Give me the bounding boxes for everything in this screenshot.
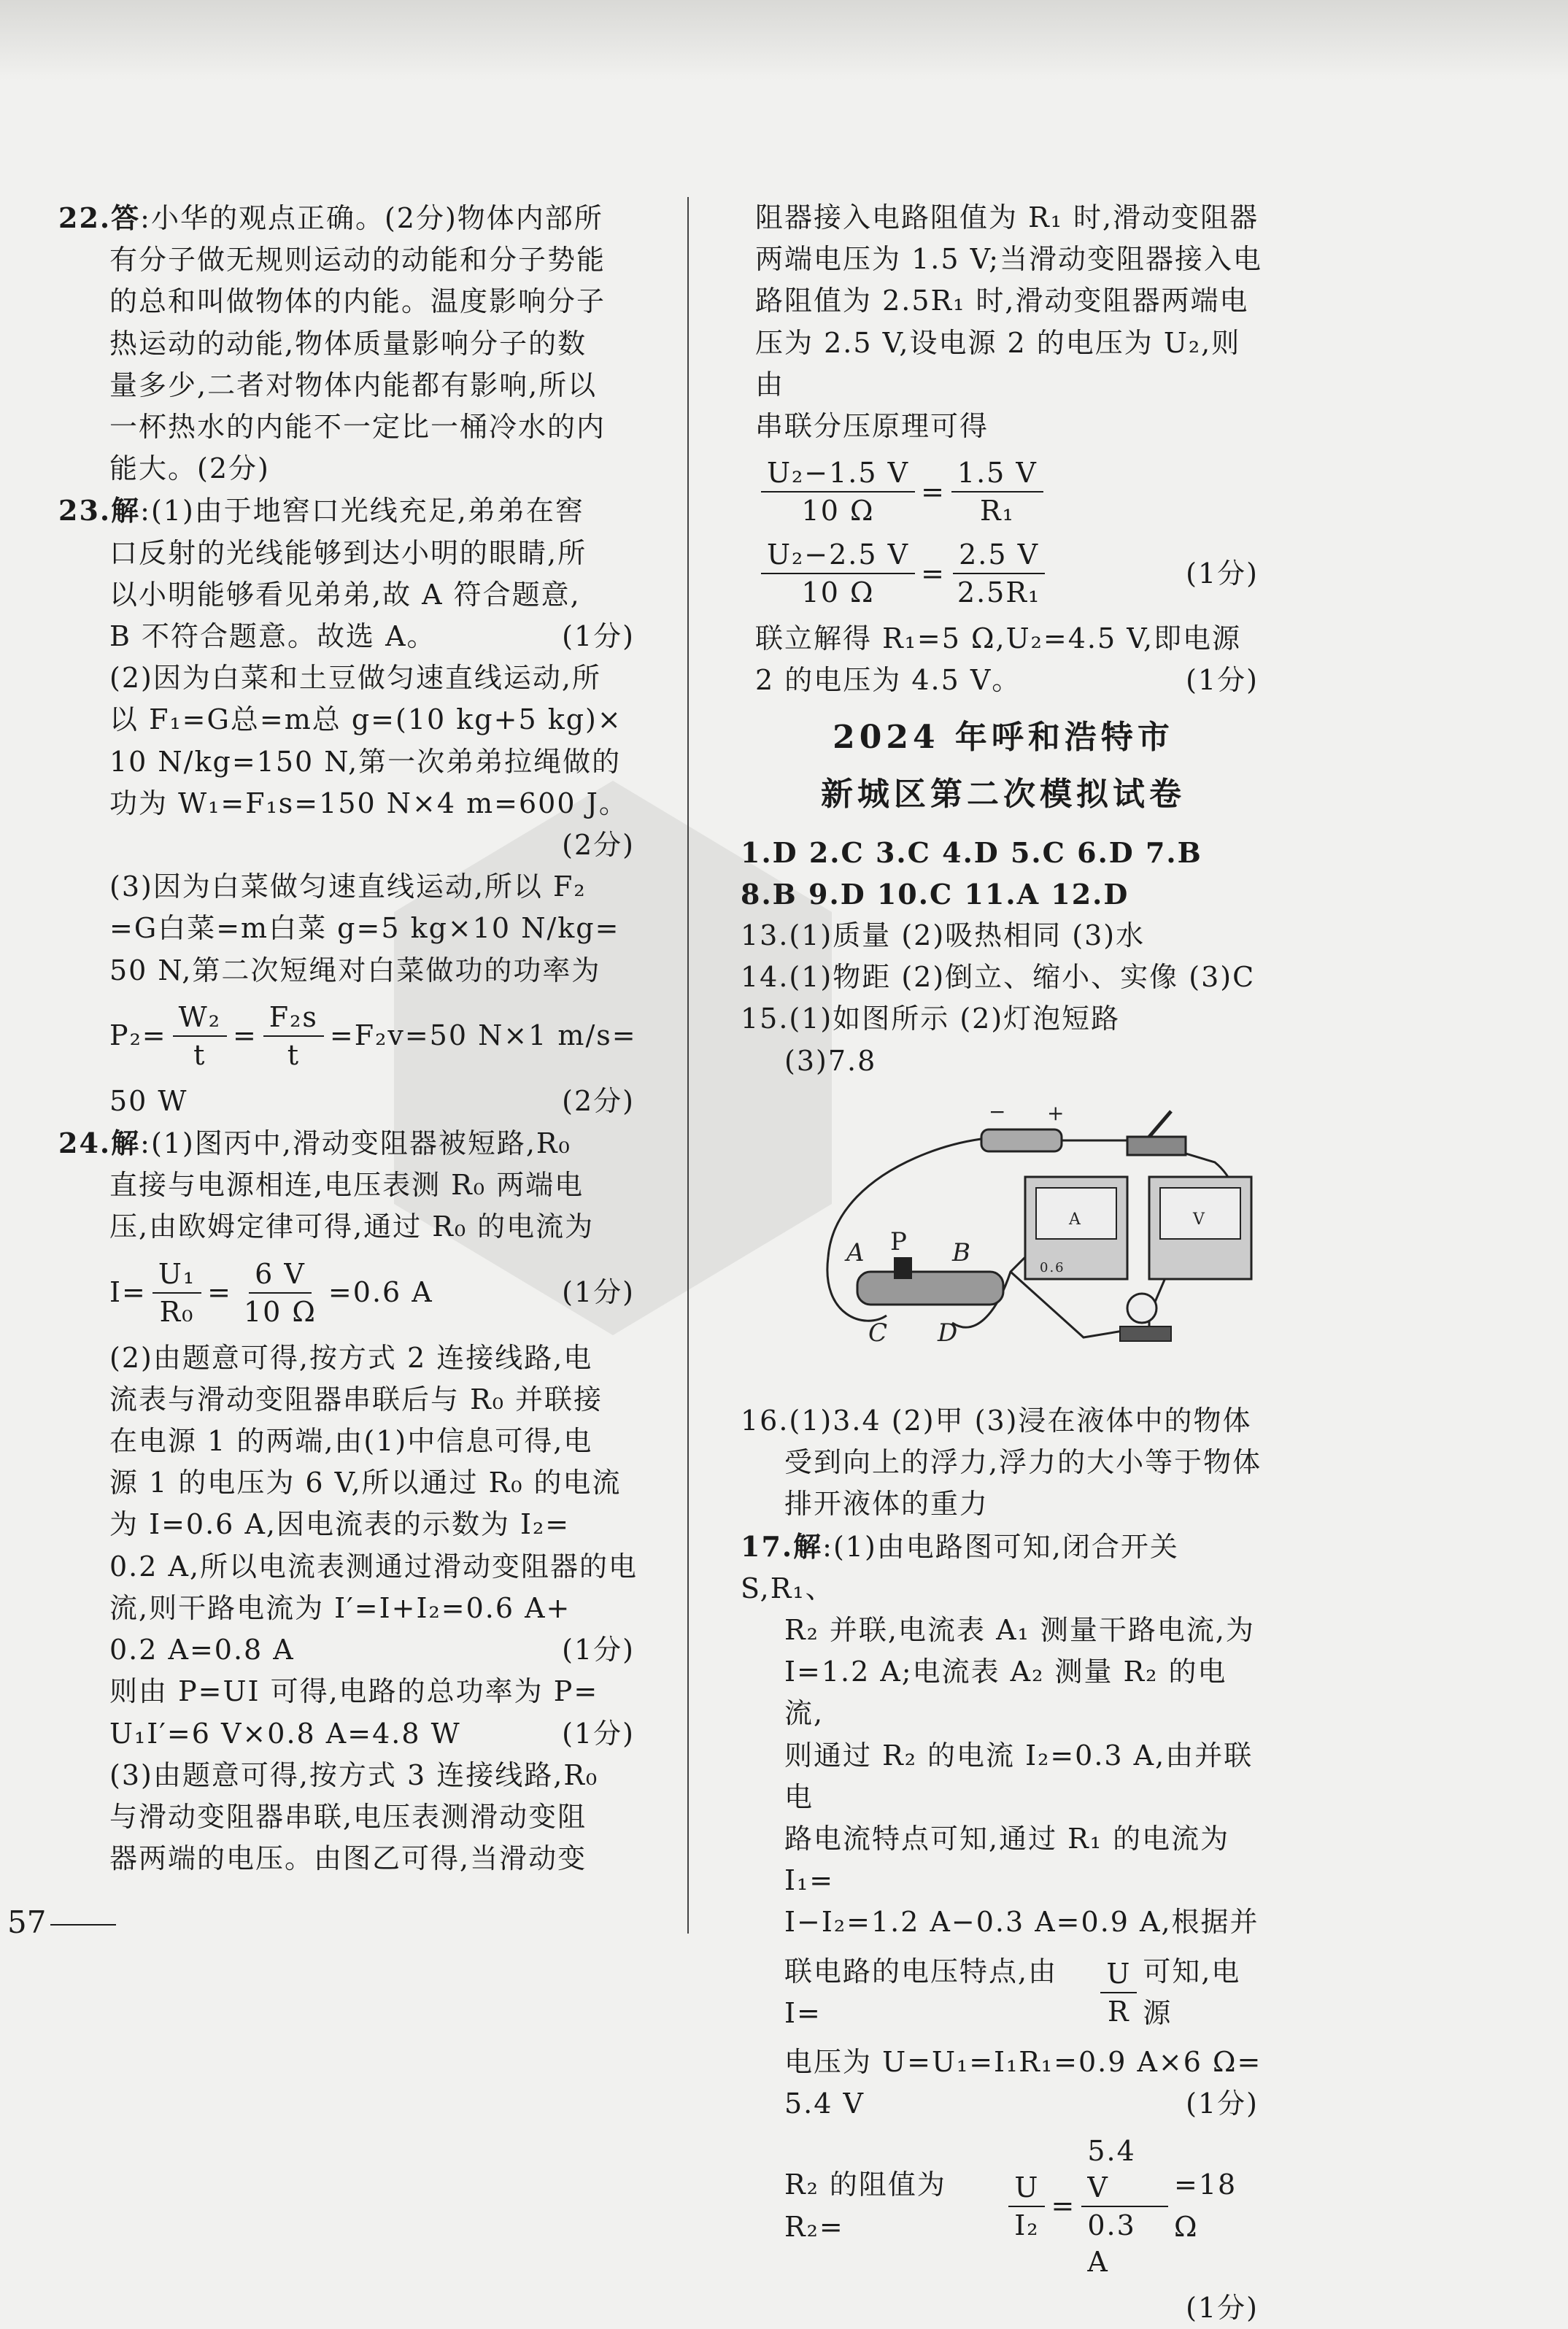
q17-line: 路电流特点可知,通过 R₁ 的电流为 I₁= — [784, 1823, 1230, 1897]
ammeter-scale-label: 0.6 — [1040, 1259, 1065, 1275]
numerator: U₂−2.5 V — [761, 536, 915, 574]
numerator: 1.5 V — [951, 455, 1043, 493]
equation-1: $\frac{\text{U₂−1.5 V}}{10 \Omega}$ = $\frac{1.5 V}{\text{R₁}}$ — [741, 455, 1266, 529]
label-p: P — [890, 1227, 908, 1256]
fraction — [238, 1256, 323, 1330]
fraction — [951, 536, 1046, 611]
q24-line: 0.2 A,所以电流表测通过滑动变阻器的电 — [109, 1550, 638, 1583]
q24-line: 在电源 1 的两端,由(1)中信息可得,电 — [109, 1425, 593, 1458]
q22-lead: 答 — [111, 201, 141, 234]
numerator: 5.4 V — [1081, 2133, 1168, 2207]
numerator: F₂s — [263, 999, 324, 1037]
question-24 — [58, 1122, 642, 1880]
eq-text: =18 Ω — [1174, 2168, 1237, 2243]
eq-text: 联电路的电压特点,由 I= — [784, 1955, 1058, 2029]
voltmeter-label: V — [1193, 1210, 1206, 1229]
wire — [1011, 1272, 1127, 1337]
answer-14: 14.(1)物距 (2)倒立、缩小、实像 (3)C — [741, 961, 1256, 994]
question-22 — [58, 197, 642, 490]
battery-icon — [981, 1129, 1062, 1151]
rheostat-slider — [894, 1257, 912, 1279]
score: (2分) — [562, 1084, 635, 1117]
q22-number: 22. — [58, 201, 112, 234]
numerator: U — [1100, 1955, 1137, 1993]
q24-line: 两端电压为 1.5 V;当滑动变阻器接入电 — [755, 243, 1263, 276]
column-divider — [687, 197, 689, 1934]
score: (1分) — [1186, 664, 1259, 697]
q24-line: 压为 2.5 V,设电源 2 的电压为 U₂,则由 — [755, 326, 1241, 401]
label-b: B — [952, 1237, 972, 1267]
denominator: 0.3 A — [1087, 2209, 1136, 2278]
q24-line: (2)由题意可得,按方式 2 连接线路,电 — [109, 1341, 593, 1374]
answer-16 — [741, 1400, 1266, 1526]
denominator: 10 Ω — [243, 1295, 317, 1328]
q17-equation-1 — [741, 1951, 1266, 2034]
q24-lead: 解 — [111, 1127, 141, 1160]
q23-line: =G白菜=m白菜 g=5 kg×10 N/kg= — [109, 912, 620, 945]
eq-text: I= — [109, 1276, 147, 1309]
page-number-text: 57 — [7, 1904, 47, 1940]
page-number — [7, 1904, 116, 1940]
question-17 — [741, 1526, 1266, 2329]
q23-lead: 解 — [111, 494, 141, 528]
q17-line: I=1.2 A;电流表 A₂ 测量 R₂ 的电流, — [784, 1656, 1227, 1730]
page-number-rule — [50, 1924, 116, 1926]
score: (1分) — [562, 1634, 635, 1666]
q17-line: 则通过 R₂ 的电流 I₂=0.3 A,由并联电 — [784, 1739, 1254, 1813]
q24-line: 与滑动变阻器串联,电压表测滑动变阻 — [109, 1800, 587, 1833]
q23-line: 50 W — [109, 1084, 188, 1117]
answer-key — [741, 832, 1266, 1082]
eq-text: R₂ 的阻值为 R₂= — [784, 2168, 946, 2243]
score: (1分) — [562, 1717, 635, 1750]
q22-line: 量多少,二者对物体内能都有影响,所以 — [109, 368, 598, 401]
q24-number: 24. — [58, 1127, 112, 1160]
fraction — [761, 455, 915, 529]
q17-lead: 解 — [793, 1529, 823, 1563]
answer-16-line: 排开液体的重力 — [784, 1488, 989, 1521]
q17-line: I−I₂=1.2 A−0.3 A=0.9 A,根据并 — [784, 1906, 1259, 1939]
q24-line: 0.2 A=0.8 A — [109, 1634, 295, 1666]
q17-line: R₂ 并联,电流表 A₁ 测量干路电流,为 — [784, 1614, 1255, 1647]
label-d: D — [938, 1318, 959, 1348]
rheostat-icon — [857, 1272, 1003, 1305]
denominator: t — [287, 1038, 300, 1071]
exam-title-line-1: 2024 年呼和浩特市 — [833, 718, 1174, 756]
q22-line: 一杯热水的内能不一定比一桶冷水的内 — [109, 411, 606, 444]
eq-text: =F₂v=50 N×1 m/s= — [329, 1019, 637, 1052]
q22-line: 热运动的动能,物体质量影响分子的数 — [109, 327, 587, 360]
q23-line: 以 F₁=G总=m总 g=(10 kg+5 kg)× — [109, 703, 622, 736]
numerator: 6 V — [249, 1256, 312, 1294]
q24-line: (3)由题意可得,按方式 3 连接线路,R₀ — [109, 1758, 599, 1791]
eq-text: =0.6 A — [328, 1276, 433, 1309]
circuit-diagram — [806, 1097, 1259, 1374]
denominator: R₁ — [979, 495, 1015, 528]
ammeter-label: A — [1069, 1210, 1082, 1229]
q24-line: U₁I′=6 V×0.8 A=4.8 W — [109, 1717, 461, 1750]
q23-line: (2)因为白菜和土豆做匀速直线运动,所 — [109, 662, 601, 695]
q23-equation: P₂= $\frac{\text{W₂}}{t}$ = $\frac{\text{F₂s}}{t}$ =F₂v=50 N×1 m/s= — [58, 999, 642, 1073]
q17-line: 电压为 U=U₁=I₁R₁=0.9 A×6 Ω= — [784, 2046, 1262, 2079]
answer-15: 15.(1)如图所示 (2)灯泡短路 — [741, 1003, 1121, 1035]
equation-2: $\frac{\text{U₂−2.5 V}}{10 \Omega}$ = $\frac{2.5 V}{\text{2.5R₁}}$ (1分) — [741, 536, 1266, 611]
q22-line: 的总和叫做物体的内能。温度影响分子 — [109, 285, 606, 318]
numerator: W₂ — [173, 999, 227, 1037]
q24-line: 源 1 的电压为 6 V,所以通过 R₀ 的电流 — [109, 1467, 622, 1499]
fraction — [152, 1256, 201, 1330]
answer-row: 1.D 2.C 3.C 4.D 5.C 6.D 7.B — [741, 835, 1202, 869]
answer-16-line: 受到向上的浮力,浮力的大小等于物体 — [784, 1446, 1262, 1479]
score: (1分) — [1186, 2087, 1259, 2120]
score: (1分) — [1186, 557, 1259, 590]
q23-line: (3)因为白菜做匀速直线运动,所以 F₂ — [109, 870, 587, 903]
battery-plus-label: + — [1047, 1100, 1066, 1125]
fraction — [951, 455, 1043, 529]
bulb-icon — [1127, 1294, 1156, 1323]
switch-lever — [1149, 1111, 1171, 1137]
q17-number: 17. — [741, 1529, 794, 1563]
fraction — [1081, 2133, 1168, 2280]
q24-line: 流表与滑动变阻器串联后与 R₀ 并联接 — [109, 1383, 603, 1415]
q23-line: 以小明能够看见弟弟,故 A 符合题意, — [109, 578, 581, 611]
question-23 — [58, 490, 642, 1122]
result-line: 联立解得 R₁=5 Ω,U₂=4.5 V,即电源 — [755, 622, 1242, 655]
q23-line: 口反射的光线能够到达小明的眼睛,所 — [109, 536, 587, 569]
q22-line: 有分子做无规则运动的动能和分子势能 — [109, 244, 606, 277]
answer-16-line: 16.(1)3.4 (2)甲 (3)浸在液体中的物体 — [741, 1405, 1252, 1437]
q24-continued — [741, 197, 1266, 702]
exam-title — [741, 709, 1266, 823]
q24-line: 流,则干路电流为 I′=I+I₂=0.6 A+ — [109, 1591, 571, 1624]
score: (1分) — [562, 1276, 635, 1309]
switch-icon — [1127, 1137, 1186, 1155]
q23-number: 23. — [58, 494, 112, 528]
answer-13: 13.(1)质量 (2)吸热相同 (3)水 — [741, 919, 1146, 952]
answer-row: 8.B 9.D 10.C 11.A 12.D — [741, 877, 1129, 911]
denominator: 10 Ω — [801, 576, 875, 609]
numerator: U — [1008, 2169, 1045, 2207]
battery-minus-label: − — [989, 1099, 1008, 1124]
left-column — [58, 197, 642, 1880]
fraction — [1100, 1955, 1137, 2030]
eq-text: P₂= — [109, 1019, 167, 1052]
numerator: U₂−1.5 V — [761, 455, 915, 493]
score: (2分) — [562, 829, 635, 862]
q17-equation-2: R₂ 的阻值为 R₂= $\frac{U}{\text{I₂}}$ = $\frac{5.4 V}{0.3 A}$ =18 Ω — [741, 2133, 1266, 2280]
numerator: U₁ — [152, 1256, 201, 1294]
top-shadow — [0, 0, 1568, 80]
q24-line: 串联分压原理可得 — [755, 410, 989, 443]
label-a: A — [846, 1237, 866, 1267]
q24-line: 直接与电源相连,电压表测 R₀ 两端电 — [109, 1169, 584, 1202]
eq-text: 可知,电源 — [1143, 1955, 1241, 2029]
q24-line: 为 I=0.6 A,因电流表的示数为 I₂= — [109, 1508, 571, 1541]
q22-line: 能大。(2分) — [109, 452, 270, 485]
q24-line: 阻器接入电路阻值为 R₁ 时,滑动变阻器 — [755, 201, 1259, 233]
fraction — [173, 999, 227, 1073]
q23-line: B 不符合题意。故选 A。 — [109, 620, 436, 653]
exam-title-line-2: 新城区第二次模拟试卷 — [821, 775, 1186, 813]
denominator: 10 Ω — [801, 495, 875, 528]
fraction — [263, 999, 324, 1073]
q17-line: 5.4 V — [784, 2087, 865, 2120]
result-line: 2 的电压为 4.5 V。 — [755, 664, 1021, 697]
q24-line: 器两端的电压。由图乙可得,当滑动变 — [109, 1842, 587, 1875]
q22-line: :小华的观点正确。(2分)物体内部所 — [140, 202, 603, 234]
score: (1分) — [1186, 2291, 1259, 2324]
q23-line: :(1)由于地窖口光线充足,弟弟在窖 — [140, 495, 584, 528]
q17-line: :(1)由电路图可知,闭合开关 S,R₁、 — [741, 1530, 1179, 1604]
q24-line: :(1)图丙中,滑动变阻器被短路,R₀ — [140, 1127, 571, 1160]
q23-line: 50 N,第二次短绳对白菜做功的功率为 — [109, 954, 601, 986]
fraction — [761, 536, 915, 611]
denominator: I₂ — [1014, 2209, 1040, 2241]
denominator: t — [193, 1038, 206, 1071]
score: (1分) — [562, 620, 635, 653]
right-column — [741, 197, 1266, 2329]
q24-line: 路阻值为 2.5R₁ 时,滑动变阻器两端电 — [755, 285, 1249, 317]
denominator: R₀ — [159, 1295, 195, 1328]
denominator: R — [1108, 1995, 1130, 2028]
q23-line: 功为 W₁=F₁s=150 N×4 m=600 J。 — [109, 787, 628, 819]
fraction — [1008, 2169, 1045, 2244]
label-c: C — [868, 1318, 889, 1348]
q24-line: 压,由欧姆定律可得,通过 R₀ 的电流为 — [109, 1210, 595, 1243]
q23-line: 10 N/kg=150 N,第一次弟弟拉绳做的 — [109, 745, 622, 778]
bulb-base — [1120, 1326, 1171, 1341]
q24-equation: I= $\frac{\text{U₁}}{\text{R₀}}$ = $\frac{6 V}{10 \Omega}$ =0.6 A (1分) — [58, 1256, 642, 1330]
answer-15-part3: (3)7.8 — [784, 1044, 877, 1077]
q24-line: 则由 P=UI 可得,电路的总功率为 P= — [109, 1675, 599, 1708]
denominator: 2.5R₁ — [957, 576, 1041, 609]
numerator: 2.5 V — [953, 536, 1045, 574]
